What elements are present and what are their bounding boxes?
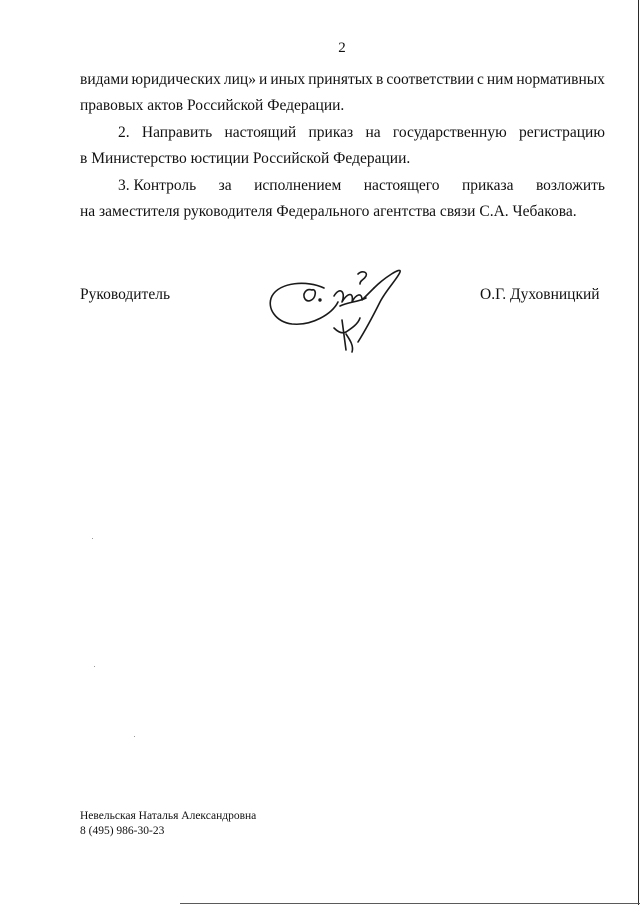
paragraph-2-line-1 [80,120,605,146]
word: иных [270,71,306,88]
word: и [259,71,268,88]
paragraph-3-line-1 [80,173,605,199]
word: государственную [392,124,507,141]
word: в [375,71,384,88]
scan-edge-bottom [180,903,640,904]
word: принятых [308,71,373,88]
word: на [365,124,381,141]
word: возложить [535,177,605,194]
executor-phone: 8 (495) 986-30-23 [80,825,165,837]
signatory-title: Руководитель [80,286,171,303]
word: исполнением [254,177,342,194]
word: приказ [308,124,354,141]
paragraph-1-line-2: правовых актов Российской Федерации. [80,97,345,114]
paragraph-1-line-1 [80,67,605,93]
signatory-name: О.Г. Духовницкий [480,286,600,303]
scan-speck [92,538,93,539]
word: соответствии [386,71,474,88]
executor-name: Невельская Наталья Александровна [80,810,257,822]
word: настоящего [363,177,440,194]
word: юридических [131,71,221,88]
word: 3. Контроль [118,177,197,194]
word: Направить [141,124,213,141]
word: лиц» [223,71,256,88]
word: настоящий [224,124,297,141]
word: приказа [461,177,514,194]
scan-speck [94,666,95,667]
paragraph-1 [80,67,605,119]
paragraph-2-line-2: в Министерство юстиции Российской Федерации. [80,150,411,167]
executor-info [80,809,256,839]
word: ним [486,71,514,88]
word: регистрацию [518,124,605,141]
scan-speck [134,736,135,737]
handwritten-signature [262,262,412,362]
page-number: 2 [338,40,346,56]
word: за [218,177,232,194]
word: видами [80,71,129,88]
paragraph-3 [80,173,605,225]
word: с [476,71,484,88]
paragraph-3-line-2: на заместителя руководителя Федерального агентства связи С.А. Чебакова. [80,203,577,220]
paragraph-2 [80,120,605,172]
word: 2. [118,124,130,141]
scan-edge-right [638,0,639,905]
word: нормативных [516,71,605,88]
